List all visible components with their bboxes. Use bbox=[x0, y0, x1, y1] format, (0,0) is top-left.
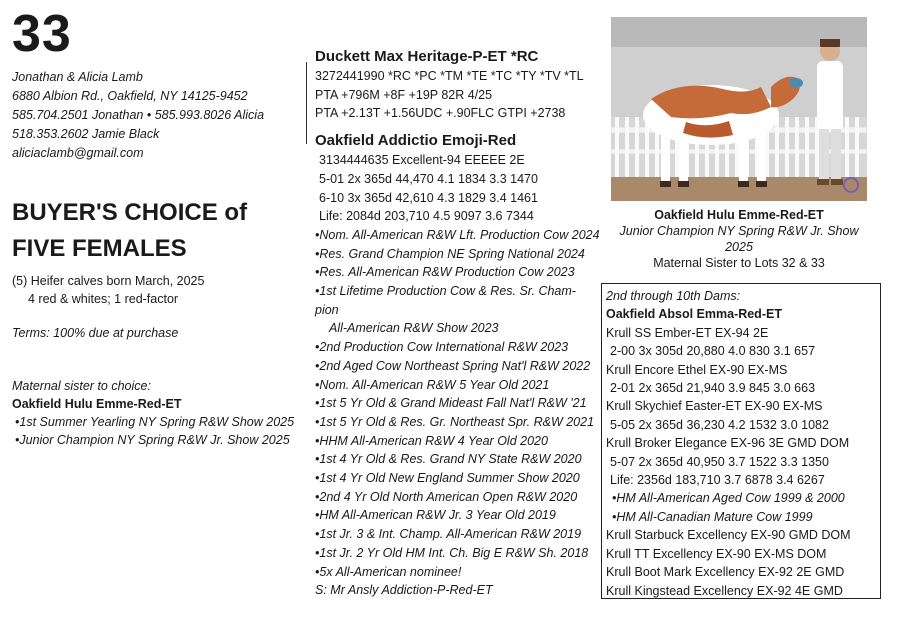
dam-record: Life: 2356d 183,710 3.7 6878 3.4 6267 bbox=[610, 473, 825, 488]
terms: Terms: 100% due at purchase bbox=[12, 326, 179, 340]
dam-award: •1st Jr. 2 Yr Old HM Int. Ch. Big E R&W Sh. 2018 bbox=[315, 545, 589, 560]
dam-sire-line: S: Mr Ansly Addiction-P-Red-ET bbox=[315, 583, 493, 598]
offering-line1: (5) Heifer calves born March, 2025 bbox=[12, 274, 205, 288]
dam-award: •1st 5 Yr Old & Grand Mideast Fall Nat'l R&W '21 bbox=[315, 396, 587, 411]
offering-line2: 4 red & whites; 1 red-factor bbox=[28, 292, 179, 306]
caption-relation: Maternal Sister to Lots 32 & 33 bbox=[653, 256, 825, 270]
headline-line2: FIVE FEMALES bbox=[12, 235, 187, 262]
consignor-name: Jonathan & Alicia Lamb bbox=[12, 70, 143, 84]
dam-award: •Nom. All-American R&W Lft. Production Cow 2024 bbox=[315, 227, 600, 242]
divider bbox=[306, 62, 307, 144]
dams-header: 2nd through 10th Dams: bbox=[606, 289, 741, 303]
dam-award: •HM All-American R&W Jr. 3 Year Old 2019 bbox=[315, 508, 556, 523]
dam-award: •1st 4 Yr Old New England Summer Show 2020 bbox=[315, 471, 580, 486]
maternal-sister-name: Oakfield Hulu Emme-Red-ET bbox=[12, 397, 182, 411]
dam-award: •Res. Grand Champion NE Spring National 2024 bbox=[315, 246, 585, 261]
caption-award: Junior Champion NY Spring R&W Jr. Show 2025 bbox=[619, 224, 859, 254]
dam-record: 2-00 3x 305d 20,880 4.0 830 3.1 657 bbox=[610, 344, 816, 359]
dam-entry: Krull Starbuck Excellency EX-90 GMD DOM bbox=[606, 528, 851, 543]
maternal-sister-award: •1st Summer Yearling NY Spring R&W Show 2025 bbox=[15, 415, 295, 429]
lot-number: 33 bbox=[12, 5, 72, 63]
dam-entry: Krull Kingstead Excellency EX-92 4E GMD bbox=[606, 583, 843, 598]
sire-name: Duckett Max Heritage-P-ET *RC bbox=[315, 48, 539, 65]
headline bbox=[12, 195, 247, 267]
dam-award: •2nd 4 Yr Old North American Open R&W 2020 bbox=[315, 489, 578, 504]
dam-entry: Krull Encore Ethel EX-90 EX-MS bbox=[606, 362, 788, 377]
dam-award: •HHM All-American R&W 4 Year Old 2020 bbox=[315, 433, 548, 448]
dam-award: •2nd Production Cow International R&W 2023 bbox=[315, 340, 569, 355]
dam-record: 5-05 2x 365d 36,230 4.2 1532 3.0 1082 bbox=[610, 417, 829, 432]
maternal-sister-block bbox=[12, 377, 294, 449]
dam-record: 2-01 2x 365d 21,940 3.9 845 3.0 663 bbox=[610, 381, 816, 396]
dam-award: •HM All-Canadian Mature Cow 1999 bbox=[612, 509, 813, 524]
dam-name: Oakfield Addictio Emoji-Red bbox=[315, 132, 517, 150]
dams-box bbox=[601, 283, 881, 599]
consignor-address: 6880 Albion Rd., Oakfield, NY 14125-9452 bbox=[12, 89, 248, 103]
consignor-email: aliciaclamb@gmail.com bbox=[12, 146, 144, 160]
dam-award: •1st Jr. 3 & Int. Champ. All-American R&W 2019 bbox=[315, 527, 582, 542]
dam-award: •5x All-American nominee! bbox=[315, 564, 462, 579]
dam-entry: Krull Boot Mark Excellency EX-92 2E GMD bbox=[606, 565, 845, 580]
consignor-phone: 585.704.2501 Jonathan • 585.993.8026 Alicia bbox=[12, 108, 265, 122]
dam-award: •2nd Aged Cow Northeast Spring Nat'l R&W 2022 bbox=[315, 358, 591, 373]
cow-photo bbox=[611, 17, 867, 201]
dam-entry: Krull Skychief Easter-ET EX-90 EX-MS bbox=[606, 399, 823, 414]
dam-award: •HM All-American Aged Cow 1999 & 2000 bbox=[612, 491, 845, 506]
dam-entry: Krull SS Ember-ET EX-94 2E bbox=[606, 325, 769, 340]
dam-award: pion bbox=[315, 302, 339, 317]
dam-entry: Krull TT Excellency EX-90 EX-MS DOM bbox=[606, 546, 827, 561]
dam-award: •Res. All-American R&W Production Cow 2023 bbox=[315, 265, 575, 280]
caption-name: Oakfield Hulu Emme-Red-ET bbox=[654, 208, 824, 222]
sire-line: 3272441990 *RC *PC *TM *TE *TC *TY *TV *TL bbox=[315, 69, 584, 83]
sire-line: PTA +2.13T +1.56UDC +.90FLC GTPI +2738 bbox=[315, 106, 566, 121]
dam-entry: Krull Broker Elegance EX-96 3E GMD DOM bbox=[606, 436, 850, 451]
dam-record: 5-01 2x 365d 44,470 4.1 1834 3.3 1470 bbox=[319, 171, 538, 186]
maternal-sister-label: Maternal sister to choice: bbox=[12, 379, 151, 393]
dam-record: 5-07 2x 365d 40,950 3.7 1522 3.3 1350 bbox=[610, 454, 829, 469]
consignor-block bbox=[12, 68, 264, 163]
dam-record: 6-10 3x 365d 42,610 4.3 1829 3.4 1461 bbox=[319, 190, 538, 205]
offering-description bbox=[12, 272, 204, 308]
maternal-sister-award: •Junior Champion NY Spring R&W Jr. Show 2025 bbox=[15, 433, 290, 447]
dam-award: •1st Lifetime Production Cow & Res. Sr. Cham- bbox=[315, 284, 576, 299]
sire-line: PTA +796M +8F +19P 82R 4/25 bbox=[315, 87, 493, 102]
cow-photo-illustration bbox=[611, 17, 867, 201]
pedigree-column bbox=[315, 47, 605, 600]
dam-award: All-American R&W Show 2023 bbox=[329, 321, 499, 336]
dam-award: •1st 5 Yr Old & Res. Gr. Northeast Spr. R&W 2021 bbox=[315, 414, 595, 429]
dam-award: •Nom. All-American R&W 5 Year Old 2021 bbox=[315, 377, 550, 392]
headline-line1: BUYER'S CHOICE of bbox=[12, 199, 248, 226]
dam-award: •1st 4 Yr Old & Res. Grand NY State R&W 2020 bbox=[315, 452, 582, 467]
dam-entry: Oakfield Absol Emma-Red-ET bbox=[606, 307, 782, 322]
dam-record: 3134444635 Excellent-94 EEEEE 2E bbox=[319, 153, 525, 168]
dam-record: Life: 2084d 203,710 4.5 9097 3.6 7344 bbox=[319, 209, 534, 224]
photo-caption bbox=[611, 207, 867, 271]
consignor-phone-alt: 518.353.2602 Jamie Black bbox=[12, 127, 160, 141]
